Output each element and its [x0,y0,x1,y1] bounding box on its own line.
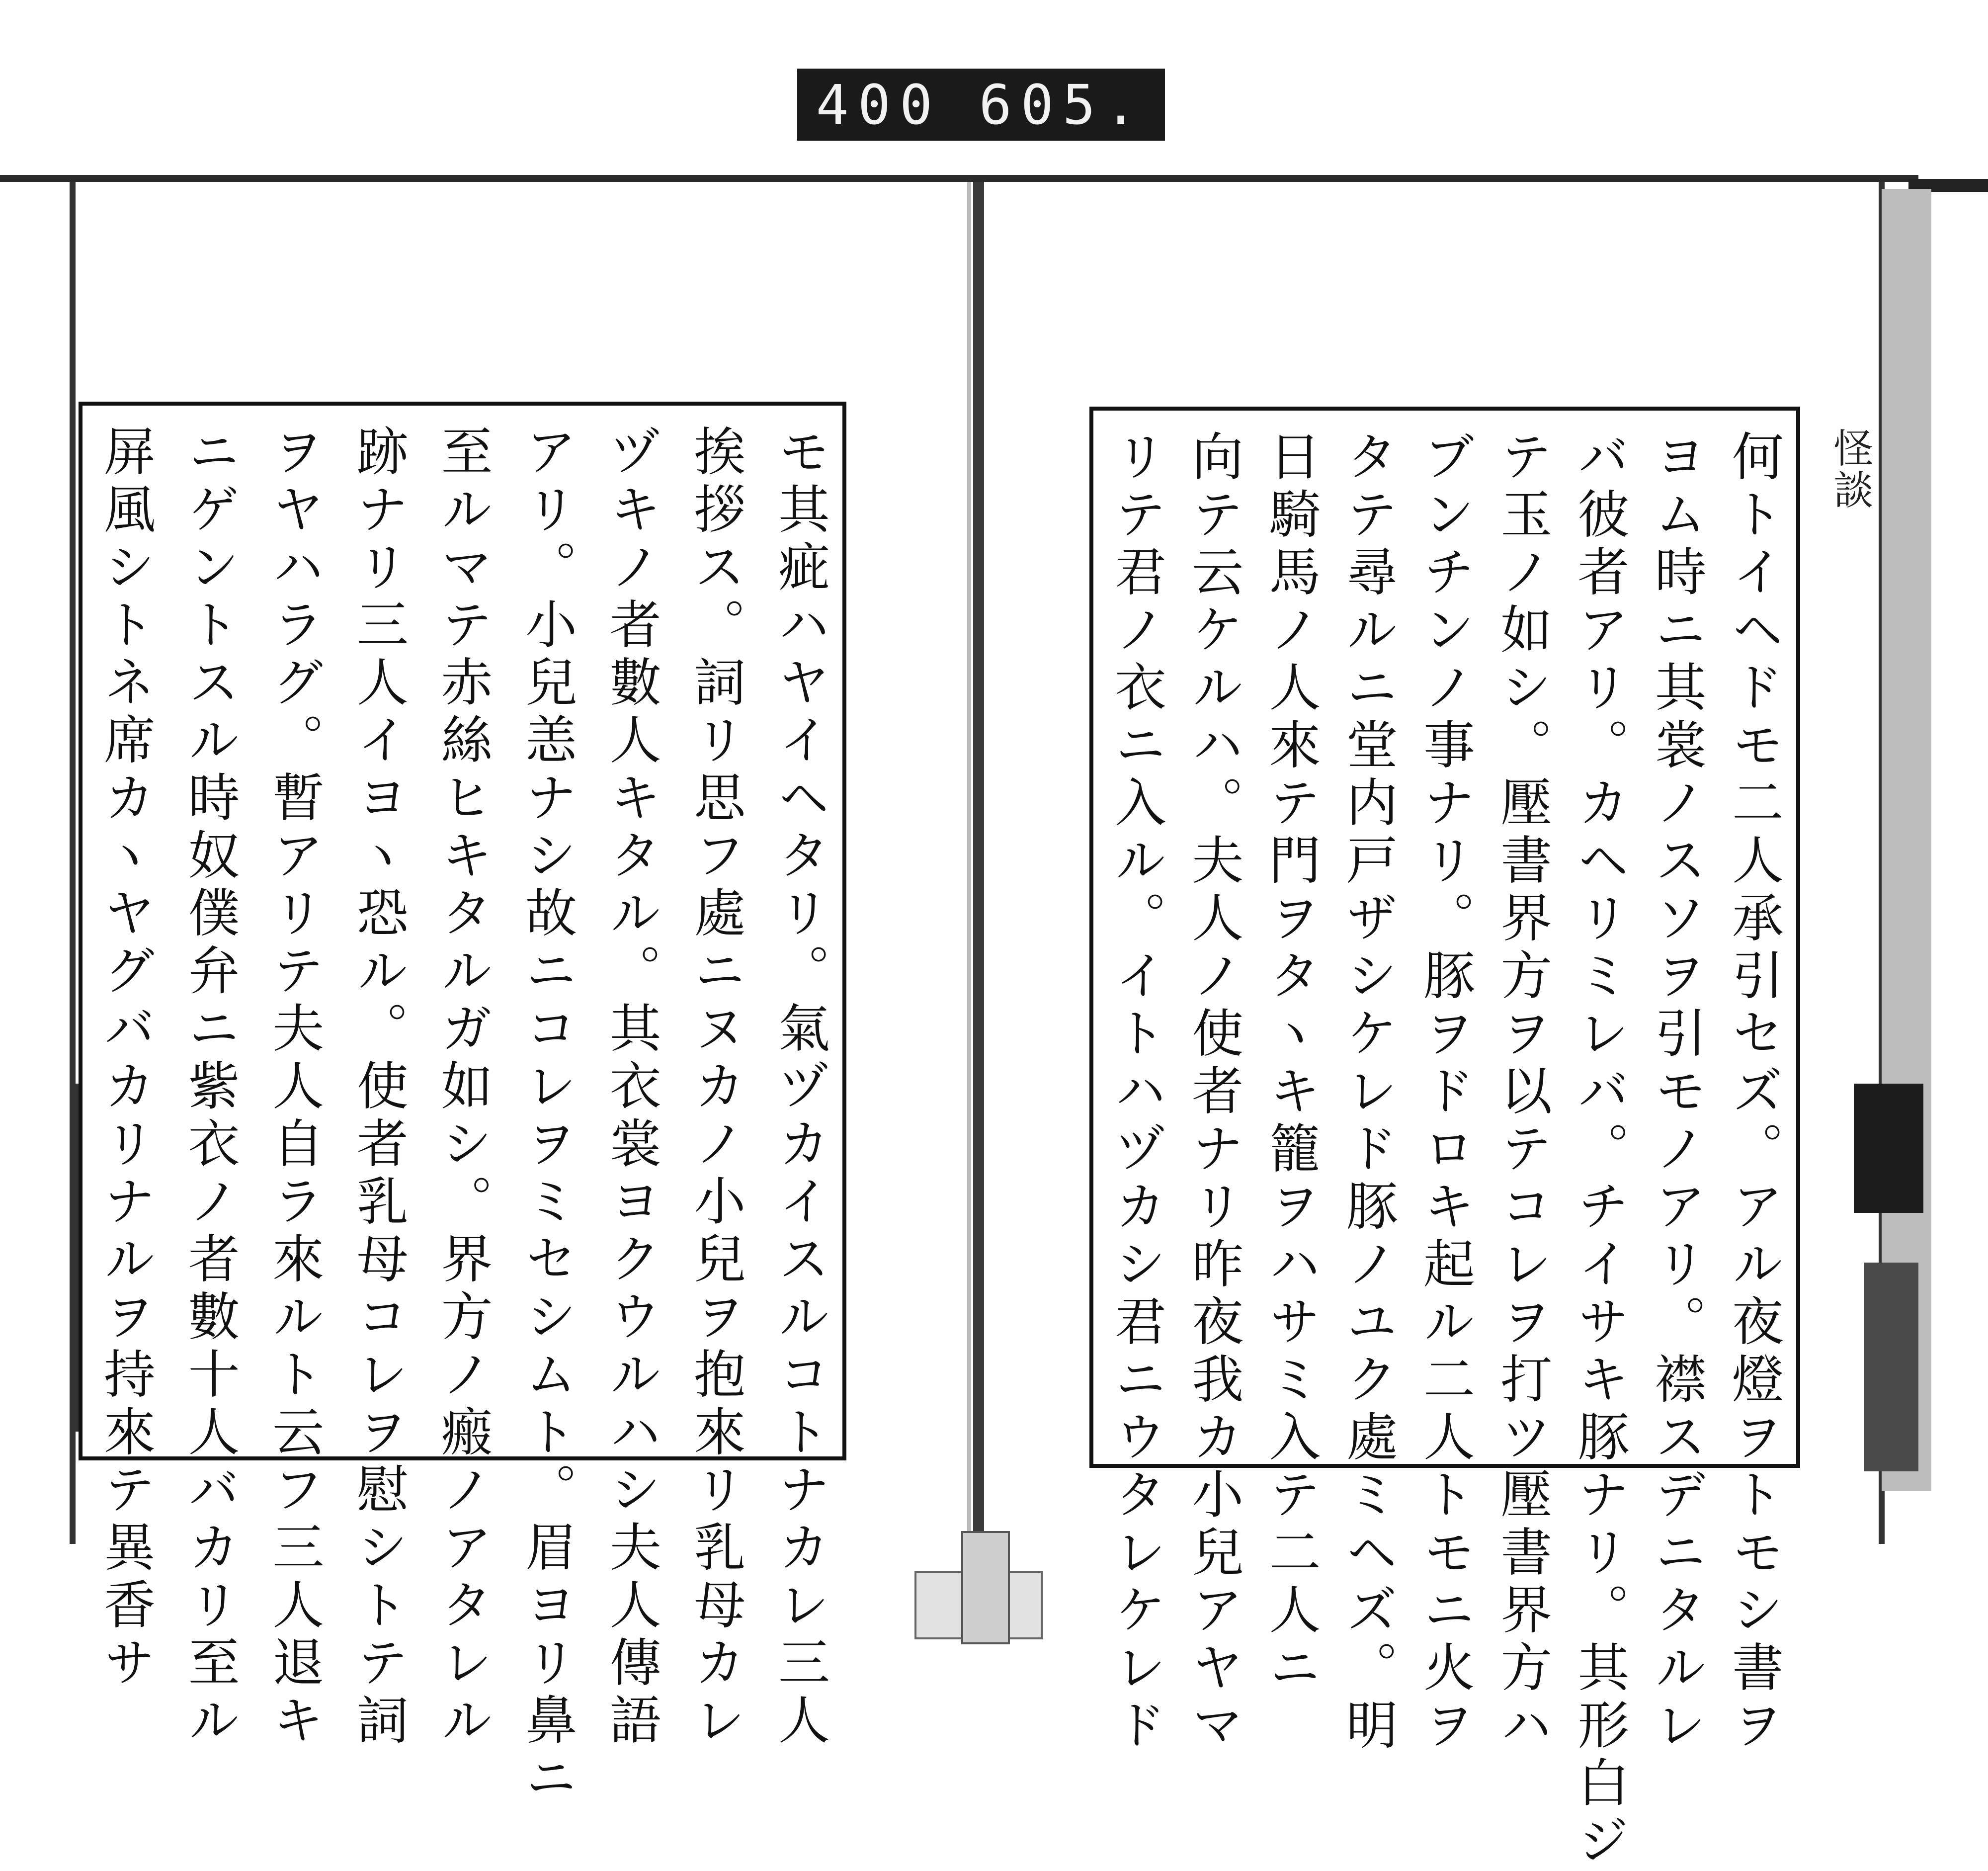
text-column: モ其疵ハヤイヘタリ。氣ヅカイスルコトナカレ三人 [769,425,830,1751]
text-column: タテ尋ルニ堂内戸ザシケレド豚ノユク處ミヘズ。明 [1337,429,1398,1756]
text-column: 挨拶ス。詞リ思フ處ニヌカノ小兒ヲ抱來リ乳母カレ [685,425,746,1751]
text-column: ニゲントスル時奴僕弁ニ紫衣ノ者數十人バカリ至ル [179,425,240,1751]
catalog-number-right: 605. [979,73,1147,137]
text-column: 何トイヘドモ二人承引セズ。アル夜燈ヲトモシ書ヲ [1723,429,1784,1756]
text-column: ヲヤハラグ。暫アリテ夫人自ラ來ルト云フ三人退キ [263,425,325,1751]
text-column: テ玉ノ如シ。壓書界方ヲ以テコレヲ打ツ壓書界方ハ [1491,429,1553,1756]
text-column: 跡ナリ三人イヨヽ恐ル。使者乳母コレヲ慰シトテ詞 [347,425,409,1751]
text-column: ヨム時ニ其裳ノスソヲ引モノアリ。襟スデニタルレ [1646,429,1707,1756]
text-column: バ彼者アリ。カヘリミレバ。チイサキ豚ナリ。其形白ジ [1569,429,1630,1871]
text-column: 向テ云ケルハ。夫人ノ使者ナリ昨夜我カ小兒アヤマ [1183,429,1244,1756]
text-column: リテ君ノ衣ニ入ル。イトハヅカシ君ニウタレケレド [1106,429,1166,1756]
text-column: 屏風シトネ席カヽヤグバカリナルヲ持來テ異香サ [95,425,156,1693]
binding-clip [961,1531,1010,1644]
text-column: ヅキノ者數人キタル。其衣裳ヨクウルハシ夫人傳語 [600,425,662,1751]
fore-edge-tab [1854,1084,1923,1213]
book-spine [973,182,984,1544]
catalog-number-left: 400 [816,73,942,137]
running-header: 怪談 [1827,427,1873,511]
text-column: 日騎馬ノ人來テ門ヲタヽキ籠ヲハサミ入テ二人ニ [1260,429,1321,1698]
left-page-text-frame [79,402,846,1808]
fore-edge-shadow [1864,1263,1918,1471]
text-column: 至ルマテ赤絲ヒキタルガ如シ。界方ノ瘢ノアタレル [432,425,493,1751]
right-page-text-frame [1089,407,1800,1871]
spine-highlight [967,182,971,1544]
catalog-number-label [797,69,1165,141]
text-column: ブンチンノ事ナリ。豚ヲドロキ起ル二人トモニ火ヲ [1414,429,1475,1756]
top-binding-rule [0,175,1918,182]
text-column: アリ。小兒恙ナシ故ニコレヲミセシムト。眉ヨリ鼻ニ [516,425,578,1808]
